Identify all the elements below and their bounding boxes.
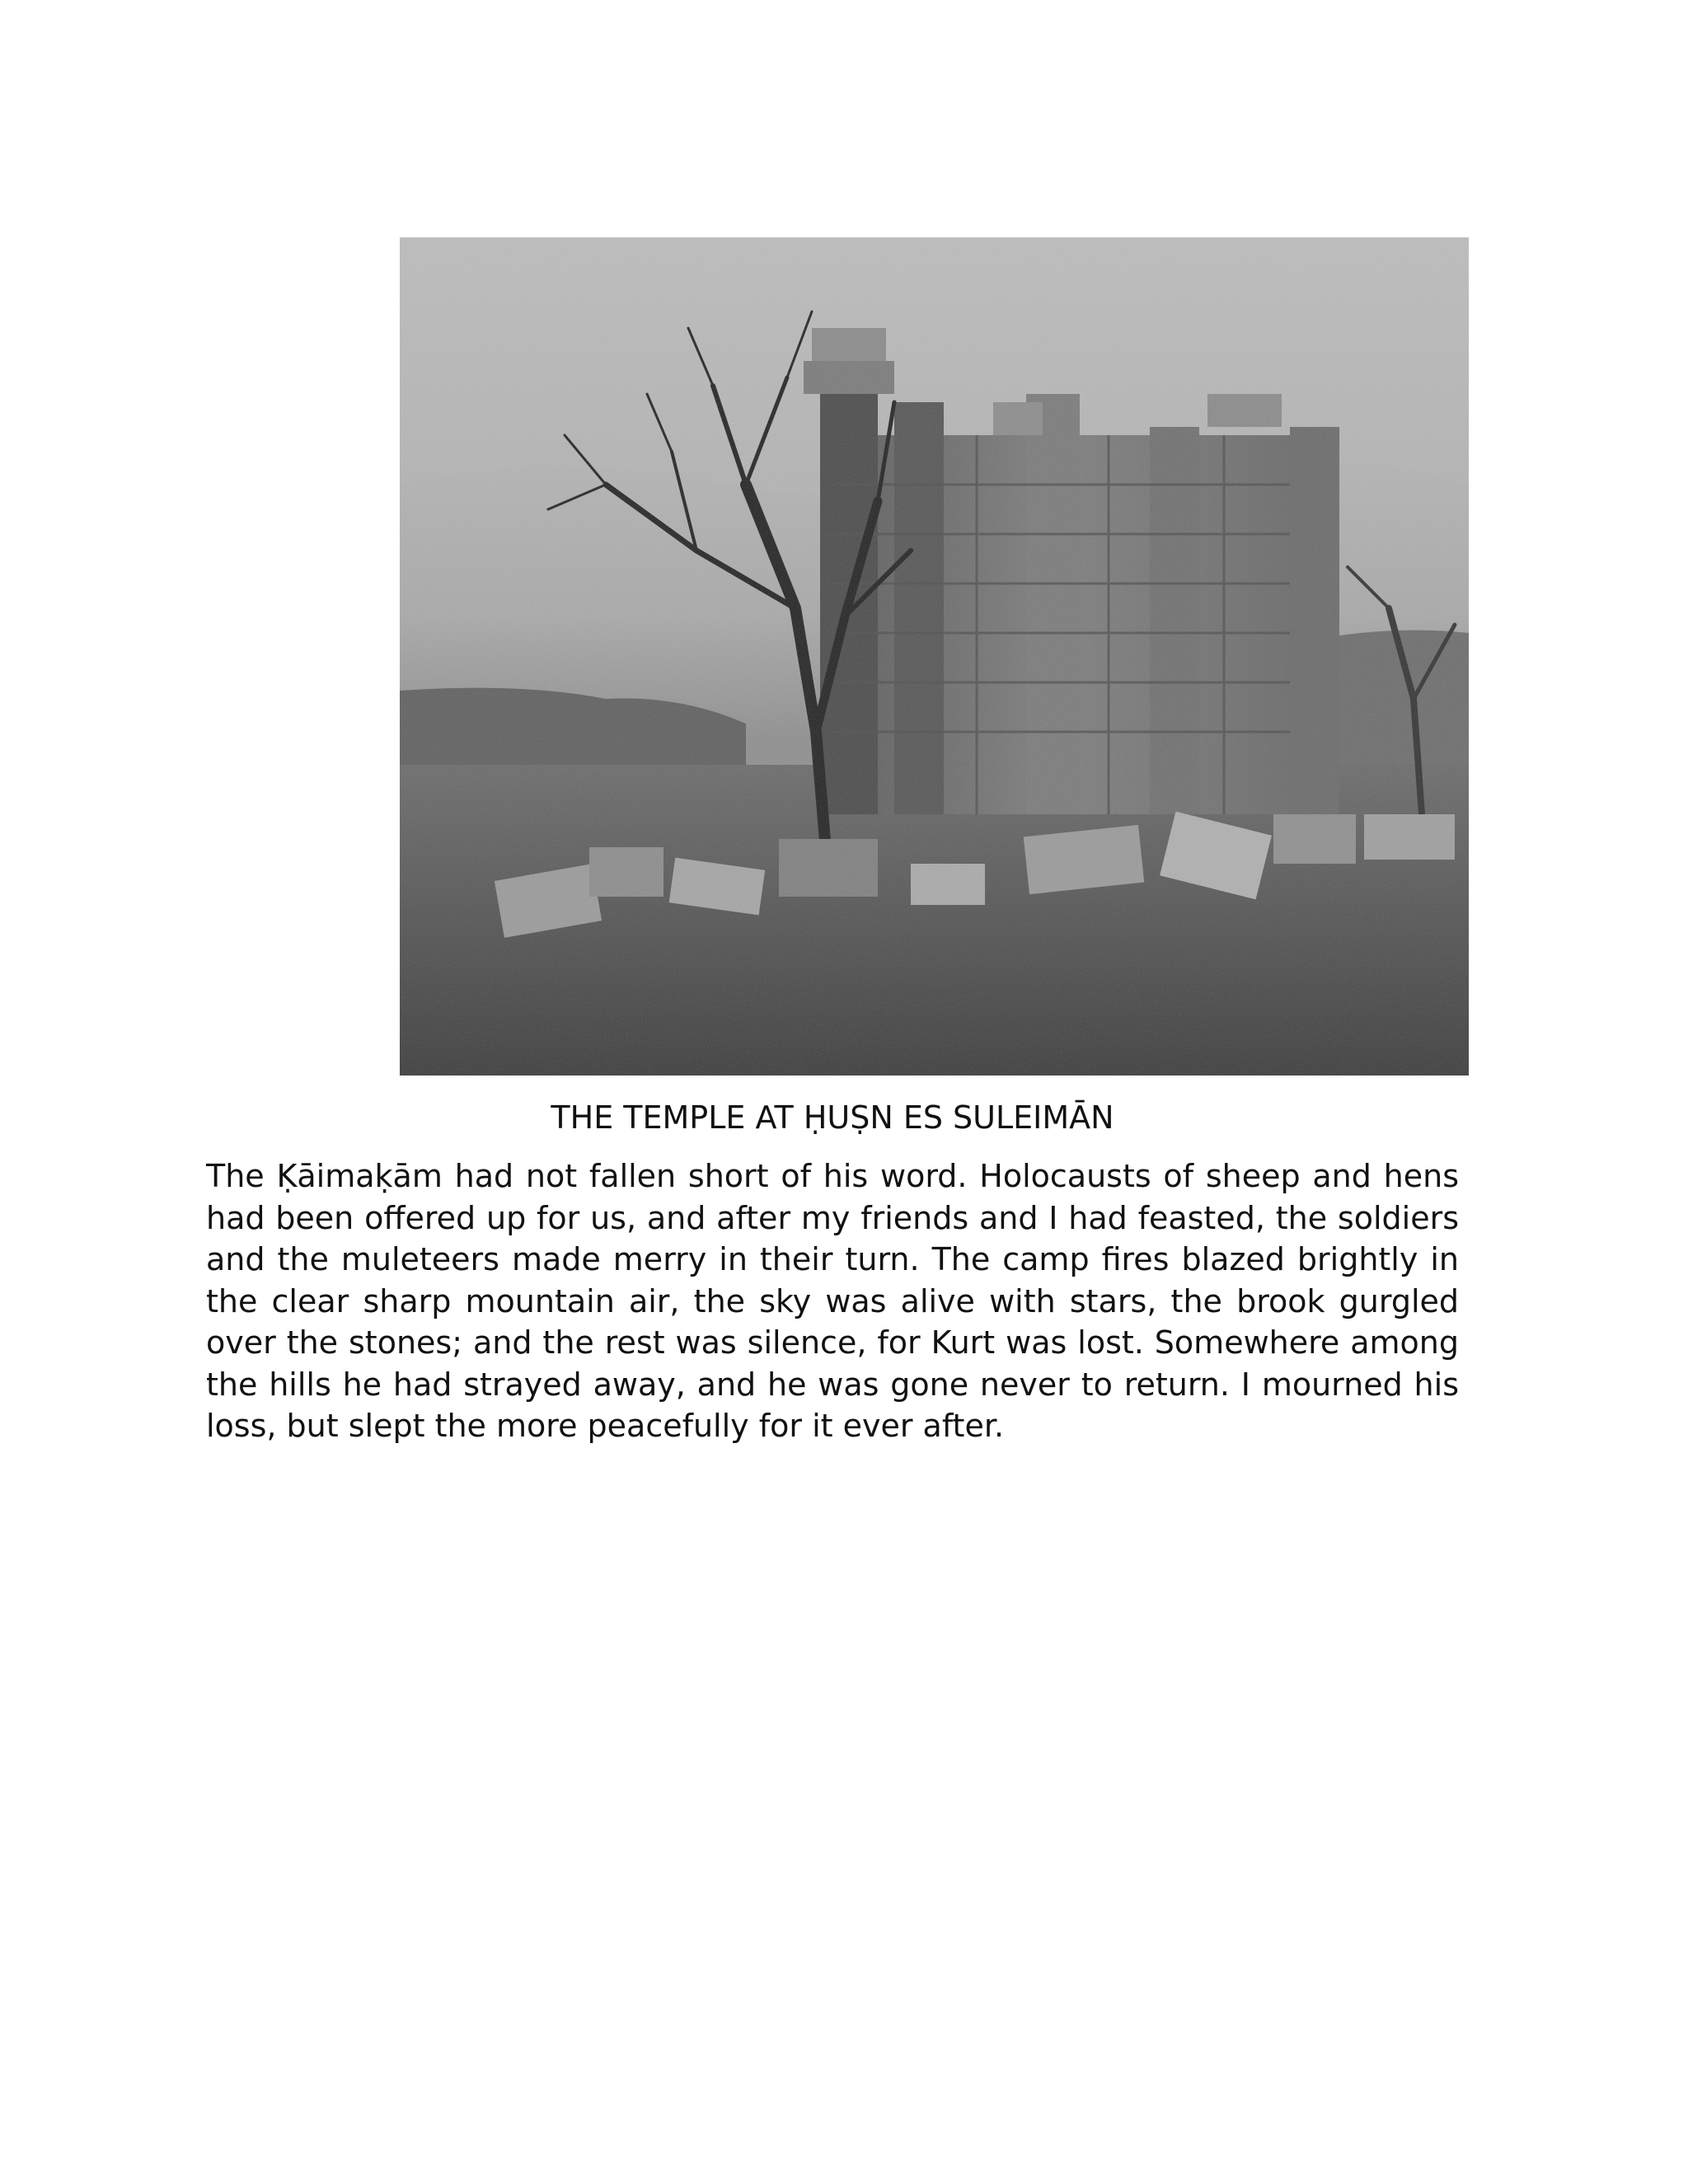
film-grain bbox=[400, 237, 1469, 1076]
figure-caption: THE TEMPLE AT ḤUṢN ES SULEIMĀN bbox=[551, 1099, 1114, 1136]
body-paragraph: The Ḳāimaḳām had not fallen short of his word. Holocausts of sheep and hens had been offered up for us, and after my friends and I had feasted, the soldiers and the muleteers made merry in their turn. The camp fires blazed brightly in the clear sharp mountain air, the sky was alive with stars, the brook gurgled over the stones; and the rest was silence, for Kurt was lost. Somewhere among the hills he had strayed away, and he was gone never to return. I mourned his loss, but slept the more peacefully for it ever after. bbox=[206, 1158, 1459, 1444]
temple-photograph bbox=[400, 237, 1469, 1076]
